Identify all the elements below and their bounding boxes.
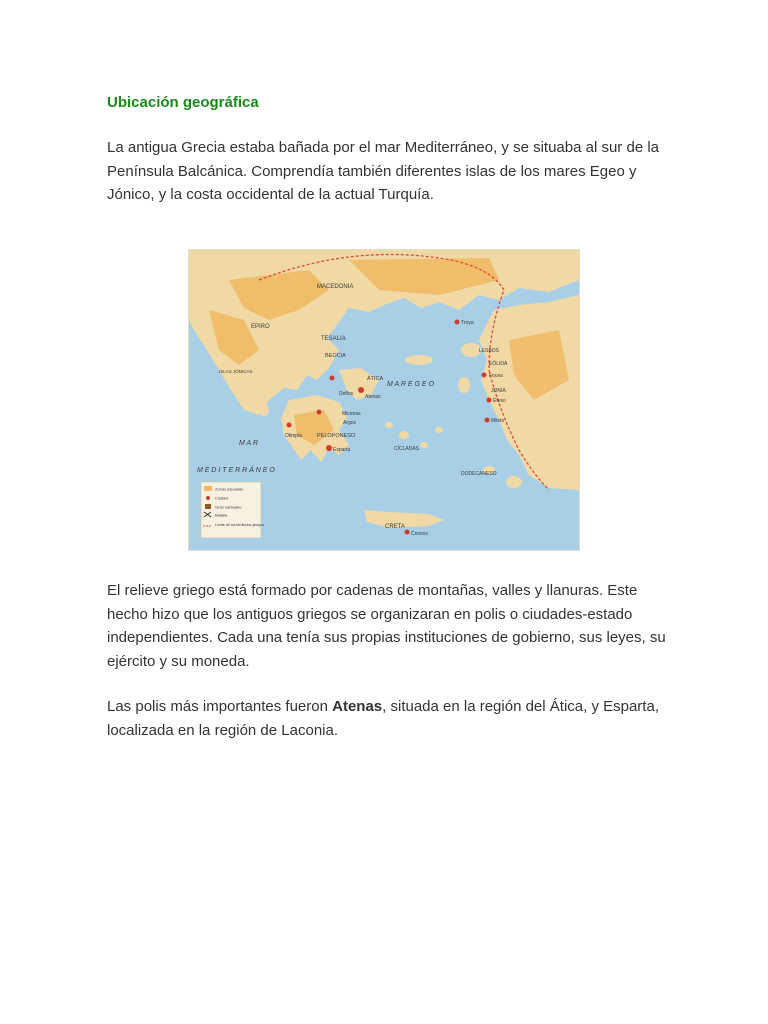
label-jonia: JONIA [491,388,506,394]
label-olimpia: Olimpia [285,433,302,439]
label-focea: Focea [489,373,503,379]
island [435,427,443,433]
island [458,377,470,393]
map-legend [201,482,264,538]
legend-item-limite: Límite de los territorios griegos [215,523,265,527]
label-dodecaneso: DODECANESO [461,471,497,477]
island [506,476,522,488]
city-marker-cnosos [405,530,410,535]
polis-text-end: , situada en la región del Ática, y Esparta, localizada en la región de Laconia. [107,698,659,739]
island [420,442,428,448]
island [405,355,433,365]
temple-icon [205,504,211,509]
label-peloponeso: PELOPONESO [317,433,356,439]
label-creta: CRETA [385,524,405,530]
label-lesbos: LESBOS [479,348,500,354]
label-cnosos: Cnosos [411,531,428,537]
label-mar: M A R [239,440,258,447]
city-marker-atenas [358,387,364,393]
city-marker-mileto [485,418,490,423]
label-atenas: Atenas [365,394,381,400]
island [259,404,269,416]
label-micenas: Micenas [342,411,361,417]
map-graphic [189,250,579,550]
city-marker-focea [482,373,487,378]
label-troya: Troya [461,320,474,326]
label-eolida: EÓLIDA [489,361,508,367]
label-islas-jonicas: ISLAS JÓNICAS [219,369,253,374]
label-delfos: Delfos [339,391,354,397]
island [399,431,409,439]
label-atica: ÁTICA [367,376,384,382]
label-beocia: BEOCIA [325,353,346,359]
label-mediterraneo: M E D I T E R R Á N E O [197,467,275,474]
label-ciclades: CÍCLADAS [394,446,420,452]
island [385,422,393,428]
city-marker-micenas [317,410,322,415]
polis-atenas-bold: Atenas [332,698,383,715]
legend-item-zonas: Zonas elevadas [215,486,244,492]
label-epiro: EPIRO [251,324,270,330]
legend-swatch-mountains [204,486,212,491]
paragraph-polis [107,695,682,742]
label-macedonia: MACEDONIA [317,284,354,290]
label-tesalia: TESALIA [321,336,346,342]
legend-item-ciudad: Ciudad [215,495,228,501]
paragraph-location: La antigua Grecia estaba bañada por el mar Mediterráneo, y se situaba al sur de la Península Balcánica. Comprendía también diferentes islas de los mares Egeo y Jónico, y la costa occidental de la actual Turquía. [107,139,659,203]
section-heading: Ubicación geográfica [107,94,259,111]
label-efeso: Éfeso [493,398,506,404]
city-marker-delfos [330,376,335,381]
polis-text-start: Las polis más importantes fueron [107,698,333,715]
label-argos: Argos [343,420,357,426]
legend-item-santuario: Gran santuario [215,504,242,510]
city-marker-olimpia [287,423,292,428]
label-mileto: Mileto [491,418,505,424]
city-marker-efeso [487,398,492,403]
legend-swatch-city [206,496,210,500]
legend-item-batalla: Batalla [215,512,228,518]
label-mar-egeo: M A R E G E O [387,381,434,388]
map-ancient-greece [188,249,580,551]
label-esparta: Esparta [333,447,351,453]
lesbos-island [461,343,481,357]
city-marker-esparta [326,445,332,451]
paragraph-relief: El relieve griego está formado por cadenas de montañas, valles y llanuras. Este hecho hizo que los antiguos griegos se organizaran en polis o ciudades-estado independientes. Cada una tenía sus propias instituciones de gobierno, sus leyes, su ejército y su moneda. [107,582,666,670]
city-marker-troya [455,320,460,325]
